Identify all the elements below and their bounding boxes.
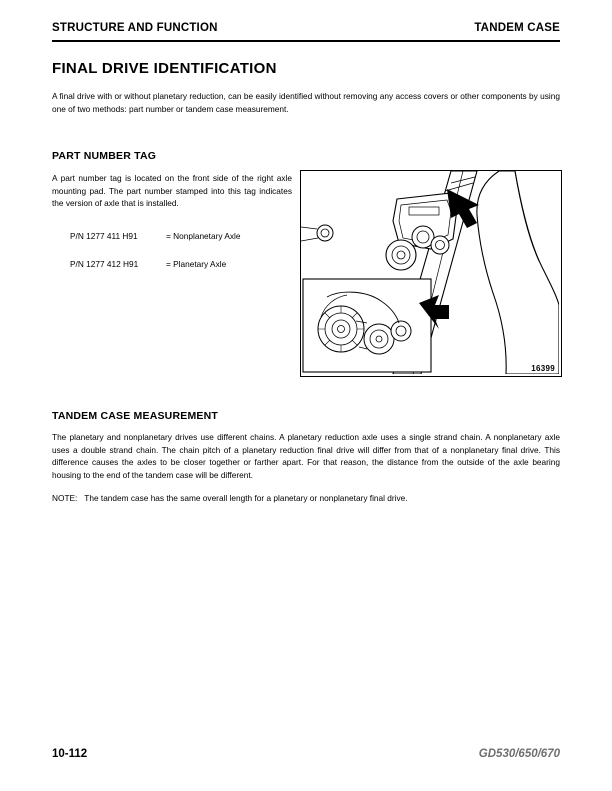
list-item <box>70 259 295 269</box>
page-footer <box>52 748 560 760</box>
header-chapter-title: TANDEM CASE <box>474 22 560 34</box>
part-number-description: = Nonplanetary Axle <box>166 231 241 241</box>
note-text: The tandem case has the same overall length for a planetary or nonplanetary final drive. <box>84 493 408 503</box>
model-designation: GD530/650/670 <box>478 748 560 760</box>
figure-number: 16399 <box>531 364 555 373</box>
page-number: 10-112 <box>52 748 88 760</box>
note-block <box>52 492 560 505</box>
list-item <box>70 231 295 241</box>
figure-axle-illustration <box>300 170 562 377</box>
part-number-value: P/N 1277 411 H91 <box>70 231 138 241</box>
part-number-list <box>70 231 295 287</box>
header-divider <box>52 40 560 42</box>
header-section-title: STRUCTURE AND FUNCTION <box>52 22 218 34</box>
page-title: FINAL DRIVE IDENTIFICATION <box>52 60 277 77</box>
intro-paragraph: A final drive with or without planetary reduction, can be easily identified without removing any access covers or other components by using one of two methods: part number or tandem case measurement. <box>52 91 560 114</box>
section-part-number-title: PART NUMBER TAG <box>52 150 157 162</box>
section-part-number-body: A part number tag is located on the front side of the right axle mounting pad. The part number stamped into this tag indicates the version of axle that is installed. <box>52 173 292 208</box>
part-number-description: = Planetary Axle <box>166 259 227 269</box>
part-number-value: P/N 1277 412 H91 <box>70 259 139 269</box>
page-header <box>52 22 560 34</box>
section-tandem-case-body: The planetary and nonplanetary drives use different chains. A planetary reduction axle uses a single strand chain. A nonplanetary axle uses a double strand chain. The chain pitch of a planetary reduction final drive will differ from that of a nonplanetary final drive. This difference causes the axles to be closer together or farther apart. For that reason, the distance from the outside of the axle bearing housing to the end of the tandem case will be different. <box>52 432 560 480</box>
axle-illustration-svg <box>301 171 559 374</box>
section-tandem-case-title: TANDEM CASE MEASUREMENT <box>52 410 218 422</box>
note-label: NOTE: <box>52 493 78 503</box>
